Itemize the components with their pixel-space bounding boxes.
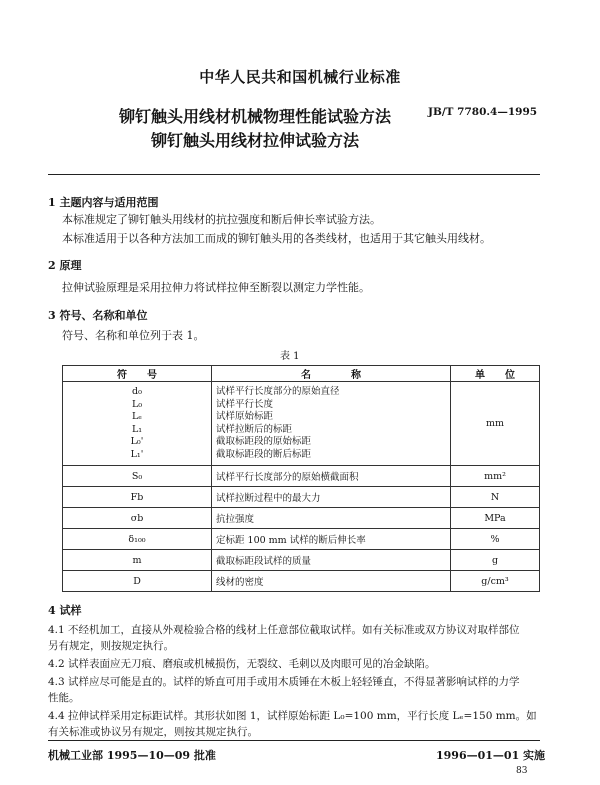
clause-4-3-line-2: 性能。: [48, 692, 80, 704]
row-name: 定标距 100 mm 试样的断后伸长率: [212, 529, 451, 550]
clause-4-1-line-1: 4.1 不经机加工，直接从外观检验合格的线材上任意部位截取试样。如有关标准或双方协议对取样部位: [48, 624, 520, 636]
table-row: [63, 550, 540, 571]
row-name: 试样平行长度部分的原始横截面积: [212, 466, 451, 487]
symbol-L1: L₁: [131, 423, 143, 435]
row-symbol: δ₁₀₀: [63, 529, 212, 550]
name-parallel-length: 试样平行长度: [216, 398, 274, 410]
clause-4-4-line-2: 有关标准或协议另有规定，则按其规定执行。: [48, 726, 258, 738]
implementation-date: 1996—01—01 实施: [436, 749, 546, 762]
section-1-heading: 1 主题内容与适用范围: [48, 196, 159, 209]
approval-note: 机械工业部 1995—10—09 批准: [48, 749, 216, 762]
section-3-heading: 3 符号、名称和单位: [48, 309, 148, 322]
row-name: 抗拉强度: [212, 508, 451, 529]
section-1-paragraph-2: 本标准适用于以各种方法加工而成的铆钉触头用的各类线材，也适用于其它触头用线材。: [62, 232, 491, 245]
section-4-heading: 4 试样: [48, 604, 82, 617]
table-row: [63, 529, 540, 550]
symbol-L1-prime: L₁': [130, 448, 144, 460]
table-caption: 表 1: [280, 351, 300, 362]
column-header-name: 名 称: [212, 366, 451, 382]
document-title-line1: 铆钉触头用线材机械物理性能试验方法: [118, 107, 391, 126]
clause-4-2: 4.2 试样表面应无刀痕、磨痕或机械损伤，无裂纹、毛刺以及肉眼可见的冶金缺陷。: [48, 658, 436, 670]
row-symbol: S₀: [63, 466, 212, 487]
name-original-diameter: 试样平行长度部分的原始直径: [216, 386, 340, 397]
row-unit: g: [451, 550, 540, 571]
table-row: [63, 571, 540, 592]
group-unit-cell: mm: [451, 382, 540, 466]
row-unit: MPa: [451, 508, 540, 529]
row-name: 截取标距段试样的质量: [212, 550, 451, 571]
symbol-L0-prime: L₀': [130, 436, 144, 447]
table-row: [63, 487, 540, 508]
row-symbol: m: [63, 550, 212, 571]
symbol-d0: d₀: [132, 386, 142, 397]
header-divider: [48, 174, 540, 175]
table-header-row: [63, 366, 540, 382]
document-title-line2: 铆钉触头用线材拉伸试验方法: [150, 131, 359, 150]
column-header-unit: 单 位: [451, 366, 540, 382]
row-unit: g/cm³: [451, 571, 540, 592]
name-final-gauge: 试样拉断后的标距: [216, 423, 293, 435]
table-row: [63, 466, 540, 487]
group-symbols-cell: [63, 382, 212, 466]
row-symbol: σb: [63, 508, 212, 529]
group-names-cell: [212, 382, 451, 466]
row-unit: mm²: [451, 466, 540, 487]
page-number: 83: [516, 766, 528, 776]
row-unit: %: [451, 529, 540, 550]
row-name: 试样拉断过程中的最大力: [212, 487, 451, 508]
organization-header: 中华人民共和国机械行业标准: [199, 68, 401, 86]
symbol-Le: Lₑ: [132, 411, 142, 422]
section-1-paragraph-1: 本标准规定了铆钉触头用线材的抗拉强度和断后伸长率试验方法。: [62, 213, 381, 226]
table-row: [63, 382, 540, 466]
section-3-paragraph: 符号、名称和单位列于表 1。: [62, 329, 205, 342]
section-2-paragraph: 拉伸试验原理是采用拉伸力将试样拉伸至断裂以测定力学性能。: [62, 281, 370, 294]
section-2-heading: 2 原理: [48, 259, 82, 272]
row-symbol: Fb: [63, 487, 212, 508]
clause-4-4-line-1: 4.4 拉伸试样采用定标距试样。其形状如图 1，试样原始标距 L₀=100 mm，平行长度 Lₑ=150 mm。如: [48, 710, 537, 722]
symbols-table: [62, 365, 540, 592]
column-header-symbol: 符 号: [63, 366, 212, 382]
row-unit: N: [451, 487, 540, 508]
symbol-L0: L₀: [131, 398, 143, 410]
table-row: [63, 508, 540, 529]
name-section-original-gauge: 截取标距段的原始标距: [216, 436, 312, 447]
row-name: 线材的密度: [212, 571, 451, 592]
name-section-final-gauge: 截取标距段的断后标距: [216, 448, 312, 460]
standard-number: JB/T 7780.4—1995: [428, 106, 538, 118]
footer-divider: [48, 740, 540, 741]
row-symbol: D: [63, 571, 212, 592]
clause-4-3-line-1: 4.3 试样应尽可能是直的。试样的矫直可用手或用木质锤在木板上轻轻锤直，不得显著影响试样的力学: [48, 676, 520, 688]
name-original-gauge: 试样原始标距: [216, 411, 274, 422]
clause-4-1-line-2: 另有规定，则按规定执行。: [48, 640, 174, 652]
